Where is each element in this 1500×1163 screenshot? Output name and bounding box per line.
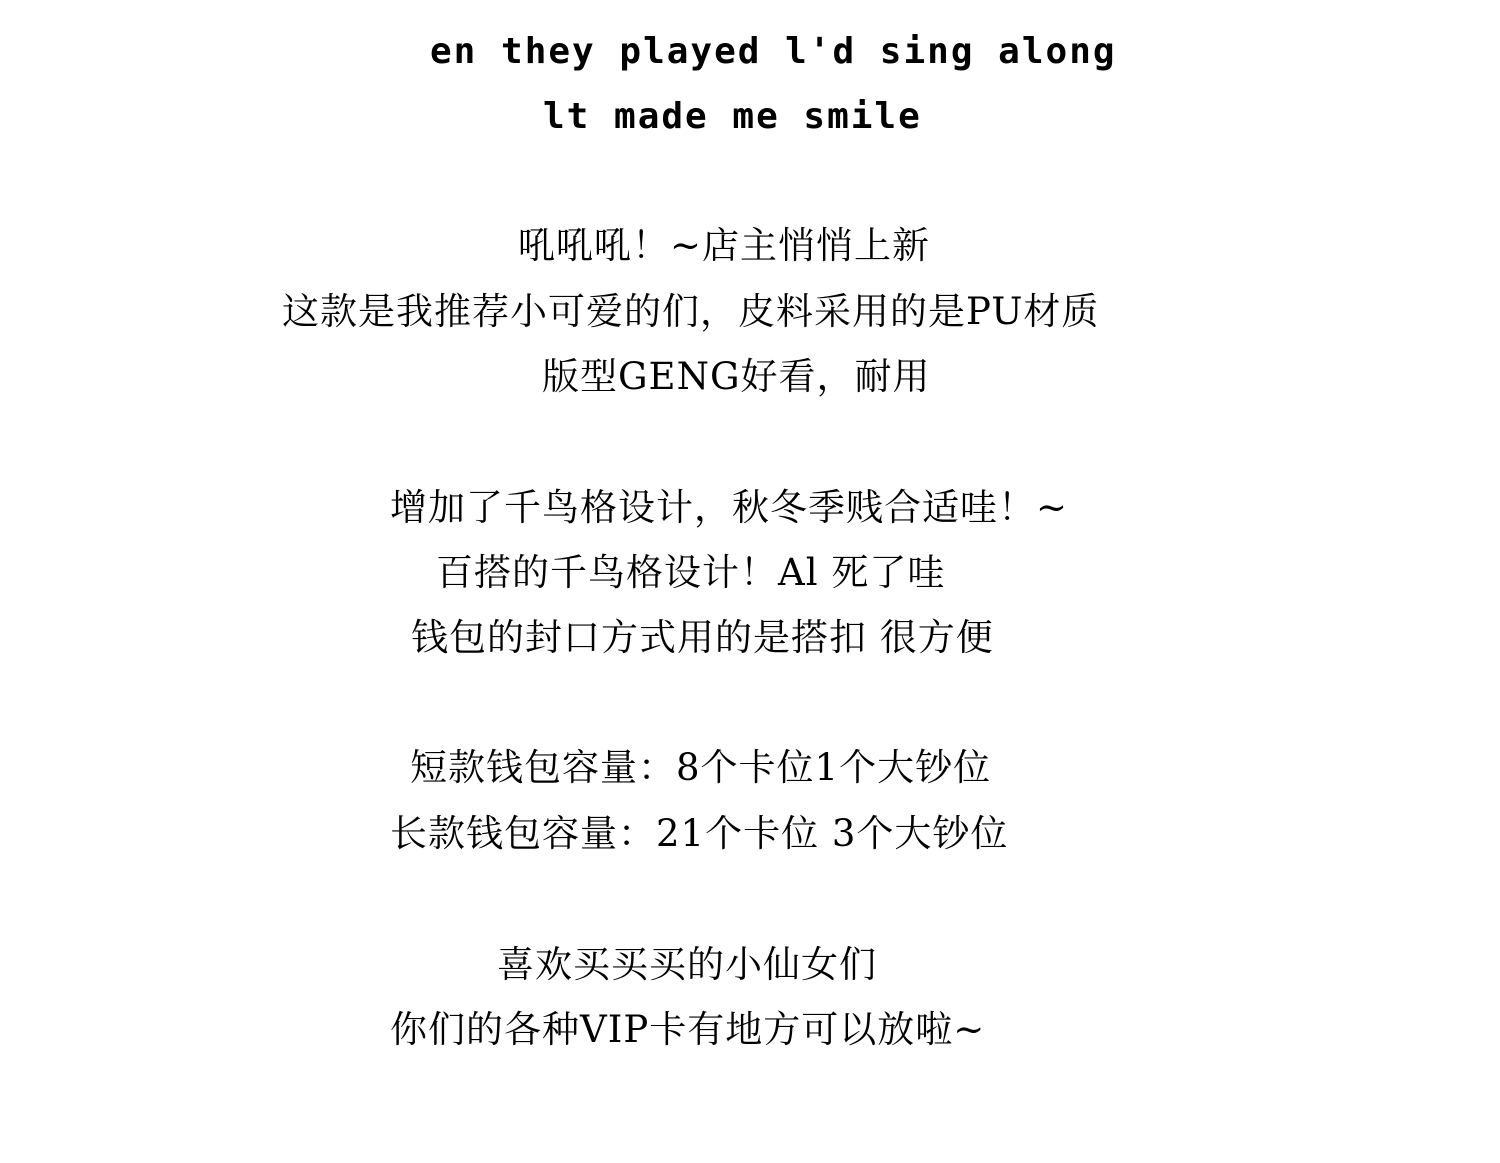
text-line-10: 长款钱包容量：21个卡位 3个大钞位 xyxy=(390,812,1009,855)
text-line-6: 增加了千鸟格设计，秋冬季贱合适哇！~ xyxy=(390,486,1069,529)
text-line-4: 这款是我推荐小可爱的们，皮料采用的是PU材质 xyxy=(282,290,1100,333)
text-line-7: 百搭的千鸟格设计！Al 死了哇 xyxy=(436,551,946,594)
text-line-9: 短款钱包容量：8个卡位1个大钞位 xyxy=(410,746,992,789)
text-line-11: 喜欢买买买的小仙女们 xyxy=(497,943,877,986)
text-line-12: 你们的各种VIP卡有地方可以放啦~ xyxy=(390,1008,986,1051)
text-line-5: 版型GENG好看，耐用 xyxy=(542,355,931,398)
text-line-2: lt made me smile xyxy=(543,96,922,137)
text-line-8: 钱包的封口方式用的是搭扣 很方便 xyxy=(411,616,994,659)
text-line-3: 吼吼吼！~店主悄悄上新 xyxy=(518,224,931,267)
text-line-1: en they played l'd sing along xyxy=(430,31,1117,72)
